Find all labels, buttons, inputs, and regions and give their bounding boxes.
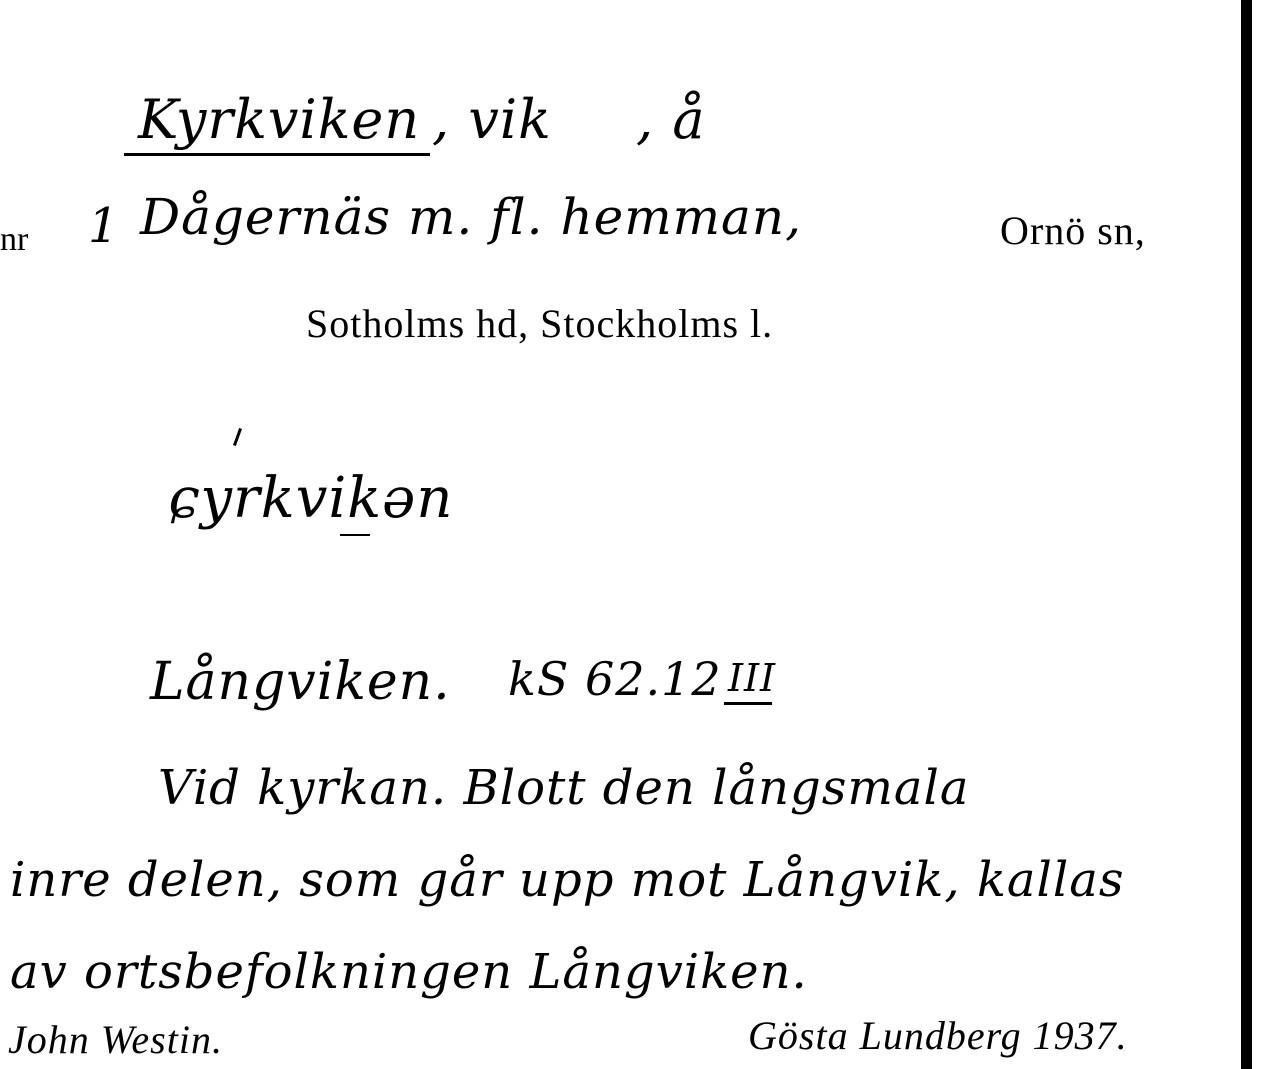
- map-reference-suffix: III: [728, 656, 777, 700]
- district: Sotholms hd, Stockholms l.: [306, 301, 774, 346]
- nr-label: nr: [0, 221, 29, 258]
- pronunciation-underline: [340, 534, 370, 536]
- nr-value: 1: [88, 198, 120, 254]
- stress-mark: [233, 428, 242, 446]
- headword-underline: [124, 153, 430, 156]
- card-edge-line: [1241, 0, 1252, 1069]
- map-reference: kS 62.12: [508, 652, 722, 706]
- place-name: Dågernäs m. fl. hemman,: [140, 188, 802, 246]
- collector-name: John Westin.: [8, 1017, 223, 1062]
- alternative-name: Långviken.: [150, 652, 451, 712]
- headword-type: , vik: [432, 88, 552, 151]
- note-line-3: av ortsbefolkningen Långviken.: [10, 944, 808, 1000]
- headword-gender: , å: [636, 88, 706, 151]
- recorder-name: Gösta Lundberg 1937.: [748, 1013, 1128, 1058]
- note-line-1: Vid kyrkan. Blott den långsmala: [158, 760, 970, 816]
- headword: Kyrkviken: [138, 88, 421, 151]
- pronunciation: ɕyrkvikən: [168, 466, 454, 531]
- map-reference-underline: [724, 702, 772, 705]
- note-line-2: inre delen, som går upp mot Långvik, kallas: [10, 852, 1125, 908]
- parish: Ornö sn,: [1000, 208, 1146, 253]
